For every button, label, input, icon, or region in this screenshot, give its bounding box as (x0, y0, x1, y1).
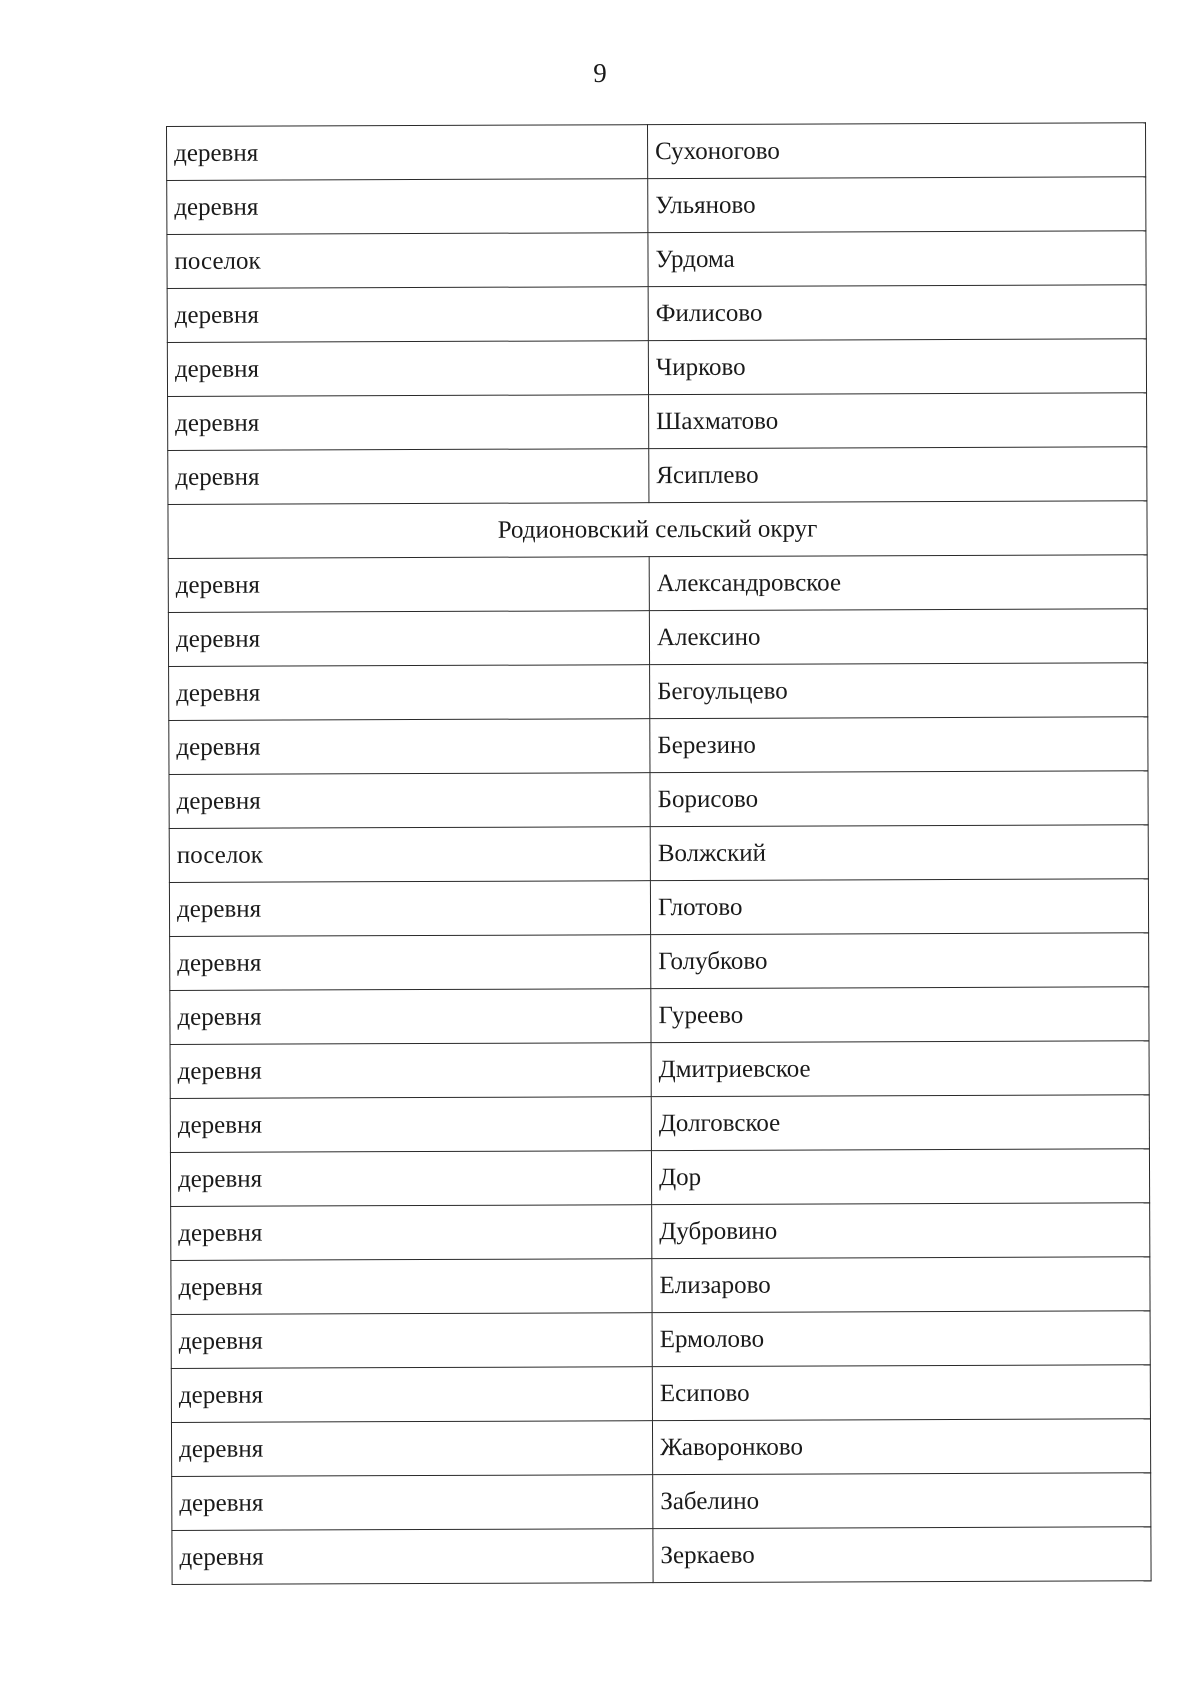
settlement-type: деревня (170, 989, 651, 1045)
settlement-type: деревня (172, 1529, 653, 1585)
settlements-table (166, 122, 1152, 1585)
table-row (169, 717, 1148, 775)
settlement-type: деревня (167, 179, 648, 235)
settlement-type: деревня (172, 1475, 653, 1531)
table-row (169, 771, 1148, 829)
settlement-type: деревня (168, 611, 649, 667)
table-row (169, 663, 1148, 721)
page-number: 9 (593, 58, 607, 88)
table-row (170, 987, 1149, 1045)
settlement-type: поселок (169, 827, 650, 883)
table-row (170, 1149, 1149, 1207)
table-body (167, 123, 1152, 1585)
settlement-name: Дубровино (652, 1203, 1150, 1259)
settlement-name: Алексино (649, 609, 1147, 665)
settlement-type: деревня (171, 1259, 652, 1315)
table-row (167, 231, 1146, 289)
table-row (170, 933, 1149, 991)
settlement-type: деревня (168, 395, 649, 451)
settlement-name: Жаворонково (652, 1419, 1150, 1475)
settlement-name: Ермолово (652, 1311, 1150, 1367)
table-row (169, 879, 1148, 937)
settlement-type: деревня (171, 1313, 652, 1369)
settlement-type: деревня (168, 557, 649, 613)
settlement-name: Голубково (651, 933, 1149, 989)
settlement-name: Березино (650, 717, 1148, 773)
settlement-name: Шахматово (649, 393, 1147, 449)
settlement-type: деревня (170, 935, 651, 991)
settlement-name: Дмитриевское (651, 1041, 1149, 1097)
settlement-name: Есипово (652, 1365, 1150, 1421)
table-row (168, 393, 1147, 451)
table-row (171, 1257, 1150, 1315)
table-row (168, 609, 1147, 667)
table-row (171, 1311, 1150, 1369)
table-row (167, 177, 1146, 235)
section-title: Родионовский сельский округ (168, 501, 1147, 559)
settlement-name: Зеркаево (653, 1527, 1151, 1583)
settlement-name: Сухоногово (647, 123, 1145, 179)
settlement-name: Бегоульцево (650, 663, 1148, 719)
settlement-type: деревня (171, 1367, 652, 1423)
table-row (170, 1095, 1149, 1153)
settlement-name: Забелино (653, 1473, 1151, 1529)
settlement-type: поселок (167, 233, 648, 289)
table-row (171, 1419, 1150, 1477)
table-row (169, 825, 1148, 883)
settlement-type: деревня (169, 773, 650, 829)
table-row (170, 1041, 1149, 1099)
settlement-name: Ясиплево (649, 447, 1147, 503)
table-row (168, 447, 1147, 505)
table-row (168, 555, 1147, 613)
settlement-type: деревня (171, 1205, 652, 1261)
settlement-type: деревня (170, 1151, 651, 1207)
settlement-name: Чирково (648, 339, 1146, 395)
settlement-name: Урдома (648, 231, 1146, 287)
settlement-name: Елизарово (652, 1257, 1150, 1313)
settlement-type: деревня (169, 719, 650, 775)
settlement-name: Ульяново (648, 177, 1146, 233)
table-row (167, 123, 1146, 181)
settlement-name: Дор (651, 1149, 1149, 1205)
settlement-type: деревня (169, 881, 650, 937)
settlement-type: деревня (170, 1097, 651, 1153)
settlement-name: Волжский (650, 825, 1148, 881)
settlement-name: Филисово (648, 285, 1146, 341)
settlement-name: Гуреево (651, 987, 1149, 1043)
table-row (172, 1527, 1151, 1585)
settlement-type: деревня (169, 665, 650, 721)
settlement-type: деревня (167, 341, 648, 397)
table-row (172, 1473, 1151, 1531)
settlement-name: Александровское (649, 555, 1147, 611)
settlement-type: деревня (170, 1043, 651, 1099)
table-row (171, 1203, 1150, 1261)
settlement-name: Долговское (651, 1095, 1149, 1151)
settlement-type: деревня (167, 125, 648, 181)
section-header-row (168, 501, 1147, 559)
table-row (167, 339, 1146, 397)
settlement-name: Глотово (650, 879, 1148, 935)
table-row (171, 1365, 1150, 1423)
settlement-type: деревня (171, 1421, 652, 1477)
settlement-type: деревня (168, 449, 649, 505)
settlement-name: Борисово (650, 771, 1148, 827)
settlement-type: деревня (167, 287, 648, 343)
table-row (167, 285, 1146, 343)
